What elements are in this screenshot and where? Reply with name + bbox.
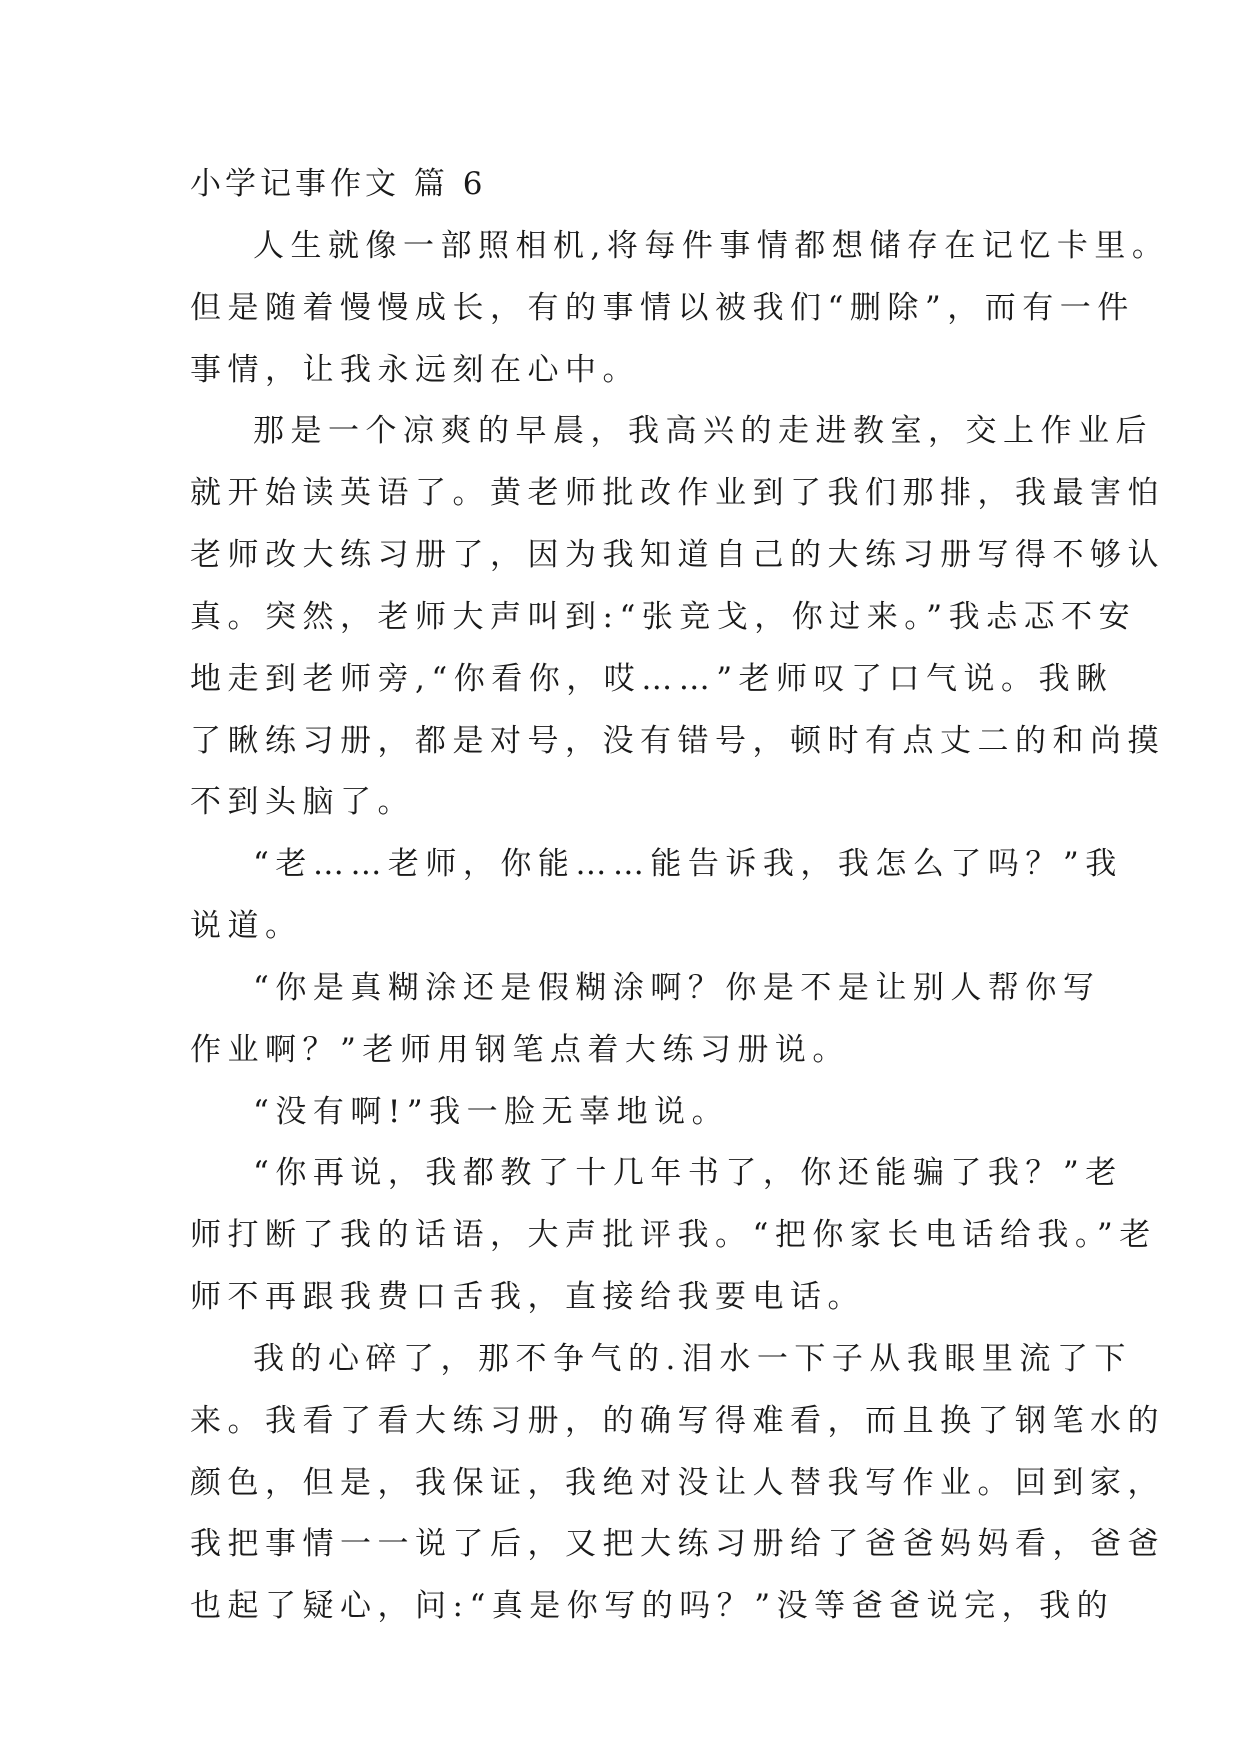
text-line: “你是真糊涂还是假糊涂啊？你是不是让别人帮你写: [253, 970, 1101, 1006]
essay-title: 小学记事作文 篇 6: [190, 166, 487, 202]
text-line: 不到头脑了。: [190, 784, 415, 820]
text-line: “你再说，我都教了十几年书了，你还能骗了我？”老: [253, 1155, 1123, 1191]
text-line: “没有啊!”我一脸无辜地说。: [253, 1094, 730, 1130]
text-line: 颜色，但是，我保证，我绝对没让人替我写作业。回到家，: [190, 1465, 1165, 1501]
text-line: 了瞅练习册，都是对号，没有错号，顿时有点丈二的和尚摸: [190, 723, 1165, 759]
text-line: 师不再跟我费口舌我，直接给我要电话。: [190, 1279, 865, 1315]
text-line: 真。突然，老师大声叫到:“张竞戈，你过来。”我忐忑不安: [190, 599, 1137, 635]
text-line: “老……老师，你能……能告诉我，我怎么了吗？”我: [253, 846, 1123, 882]
text-line: 事情，让我永远刻在心中。: [190, 352, 640, 388]
text-line: 也起了疑心，问:“真是你写的吗？”没等爸爸说完，我的: [190, 1588, 1115, 1624]
text-line: 老师改大练习册了，因为我知道自己的大练习册写得不够认: [190, 537, 1165, 573]
text-line: 就开始读英语了。黄老师批改作业到了我们那排，我最害怕: [190, 475, 1165, 511]
text-line: 人生就像一部照相机,将每件事情都想储存在记忆卡里。: [253, 228, 1170, 264]
text-line: 那是一个凉爽的早晨，我高兴的走进教室，交上作业后: [253, 413, 1153, 449]
text-line: 地走到老师旁,“你看你，哎……”老师叹了口气说。我瞅: [190, 661, 1114, 697]
text-line: 我把事情一一说了后，又把大练习册给了爸爸妈妈看，爸爸: [190, 1526, 1165, 1562]
text-line: 但是随着慢慢成长，有的事情以被我们“删除”，而有一件: [190, 290, 1135, 326]
text-line: 我的心碎了，那不争气的.泪水一下子从我眼里流了下: [253, 1341, 1132, 1377]
text-line: 师打断了我的话语，大声批评我。“把你家长电话给我。”老: [190, 1217, 1157, 1253]
text-line: 来。我看了看大练习册，的确写得难看，而且换了钢笔水的: [190, 1403, 1165, 1439]
text-line: 说道。: [190, 908, 303, 944]
text-line: 作业啊？”老师用钢笔点着大练习册说。: [190, 1032, 850, 1068]
